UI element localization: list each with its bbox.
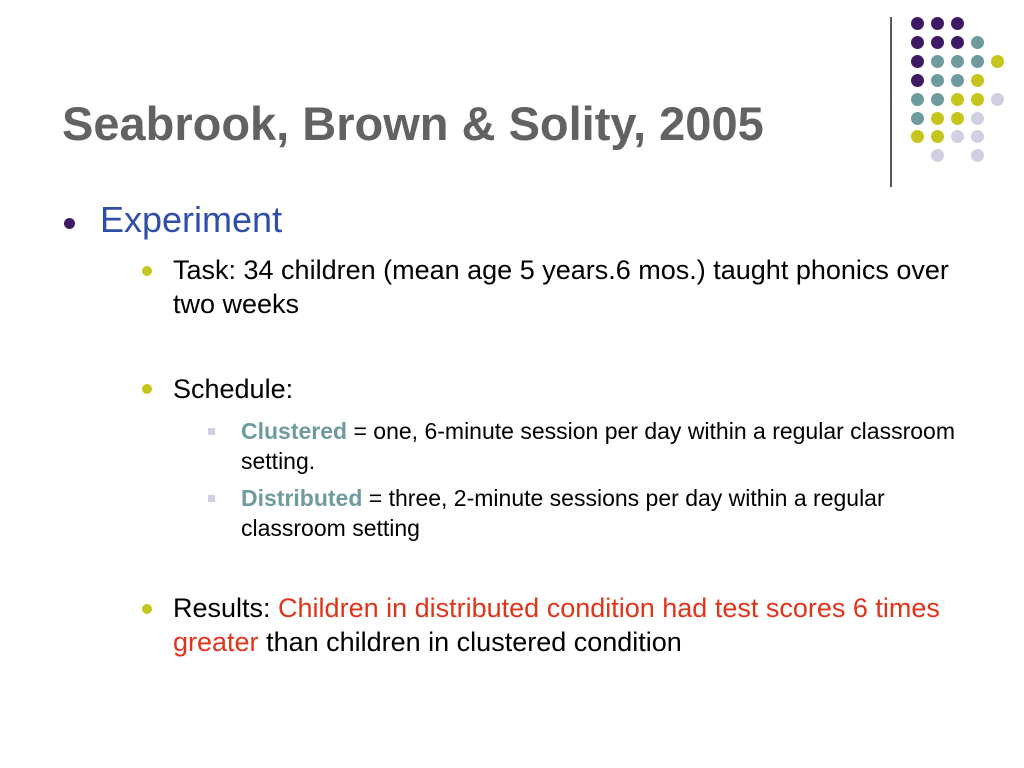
- decor-dot: [931, 55, 944, 68]
- decor-dot: [911, 112, 924, 125]
- decor-dot: [951, 17, 964, 30]
- slide-title: Seabrook, Brown & Solity, 2005: [62, 97, 764, 150]
- results-label: Results:: [173, 593, 279, 623]
- results-highlight: Children in distributed condition had test scores 6 times greater: [173, 593, 940, 657]
- divider-line: [890, 17, 892, 187]
- decor-dot: [951, 74, 964, 87]
- bullet-dot: [142, 384, 152, 394]
- sub-bullet-square: [208, 428, 215, 435]
- decor-dot: [951, 36, 964, 49]
- results-rest: than children in clustered condition: [258, 627, 682, 657]
- decor-dot: [971, 112, 984, 125]
- decor-dot: [971, 130, 984, 143]
- distributed-description: = three, 2-minute sessions per day within a regular classroom setting: [241, 485, 885, 541]
- decor-dot: [911, 17, 924, 30]
- decor-dot: [971, 93, 984, 106]
- sub-bullet-square: [208, 495, 215, 502]
- decor-dot: [931, 17, 944, 30]
- decor-dot: [991, 93, 1004, 106]
- bullet-dot: [64, 218, 75, 229]
- decor-dot: [971, 149, 984, 162]
- decor-dot: [951, 55, 964, 68]
- decor-dot: [931, 149, 944, 162]
- decor-dot: [931, 74, 944, 87]
- decor-dot: [971, 36, 984, 49]
- decor-dot: [971, 74, 984, 87]
- decor-dot: [931, 112, 944, 125]
- decor-dot: [991, 55, 1004, 68]
- sub-bullet-clustered: [241, 416, 971, 476]
- decor-dot: [911, 93, 924, 106]
- section-heading-experiment: Experiment: [100, 199, 283, 240]
- bullet-dot: [142, 604, 152, 614]
- decor-dot: [931, 93, 944, 106]
- bullet-results: [173, 591, 963, 659]
- decor-dot: [951, 93, 964, 106]
- clustered-description: = one, 6-minute session per day within a regular classroom setting.: [241, 418, 955, 474]
- decor-dot: [951, 112, 964, 125]
- decor-dot: [931, 36, 944, 49]
- decor-dot: [911, 130, 924, 143]
- decor-dot: [931, 130, 944, 143]
- bullet-task: Task: 34 children (mean age 5 years.6 mos.) taught phonics over two weeks: [173, 255, 949, 319]
- sub-bullet-distributed: [241, 483, 971, 543]
- decor-dot: [951, 130, 964, 143]
- bullet-schedule: Schedule:: [173, 374, 294, 404]
- decor-dot: [911, 55, 924, 68]
- bullet-dot: [142, 266, 152, 276]
- term-clustered: Clustered: [241, 418, 348, 444]
- term-distributed: Distributed: [241, 485, 363, 511]
- decor-dot: [911, 74, 924, 87]
- decor-dot: [971, 55, 984, 68]
- decor-dot: [911, 36, 924, 49]
